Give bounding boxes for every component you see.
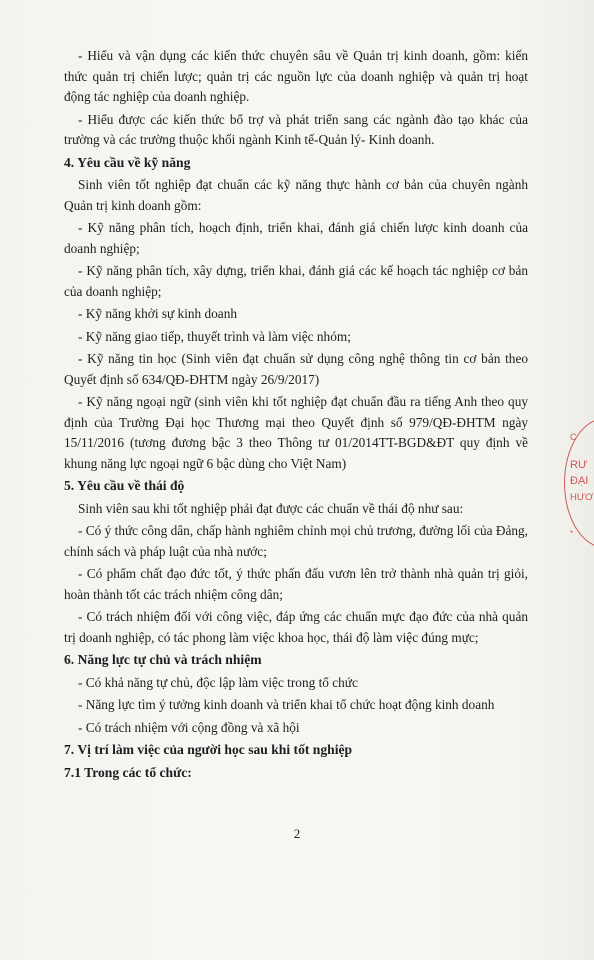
attitude-item: - Có trách nhiệm đối với công việc, đáp ứng các chuẩn mực đạo đức của nhà quản trị doanh nghiệp, có tác phong làm việc khoa học, thái độ làm việc đúng mực; [64, 609, 528, 645]
subheading-organizations: 7.1 Trong các tổ chức: [64, 764, 192, 780]
attitude-intro: Sinh viên sau khi tốt nghiệp phải đạt được các chuẩn về thái độ như sau: [78, 500, 464, 516]
paragraph-knowledge-advanced: - Hiểu và vận dụng các kiến thức chuyên sâu về Quản trị kinh doanh, gồm: kiến thức quản trị chiến lược; quản trị các nguồn lực của doanh nghiệp và quản trị hoạt động tác nghiệp của doanh nghiệp. [64, 48, 528, 104]
seal-text: ĐẠI [570, 475, 589, 487]
paragraph-knowledge-supplementary: - Hiểu được các kiến thức bổ trợ và phát triển sang các ngành đào tạo khác của trường và các trường thuộc khối ngành Kinh tế-Quản lý- Kinh doanh. [64, 111, 528, 147]
red-seal-stamp [562, 418, 594, 556]
heading-autonomy: 6. Năng lực tự chủ và trách nhiệm [64, 652, 262, 667]
skill-item: - Kỹ năng khởi sự kinh doanh [78, 306, 238, 321]
seal-text: C [570, 432, 577, 442]
attitude-item: - Có phẩm chất đạo đức tốt, ý thức phấn đấu vươn lên trở thành nhà quản trị giỏi, hoàn thành tốt các trách nhiệm công dân; [64, 566, 528, 602]
autonomy-item: - Có khả năng tự chủ, độc lập làm việc trong tổ chức [78, 674, 358, 690]
skill-item: - Kỹ năng phân tích, hoạch định, triển khai, đánh giá chiến lược kinh doanh của doanh nghiệp; [64, 220, 528, 256]
skill-item: - Kỹ năng phân tích, xây dựng, triển khai, đánh giá các kế hoạch tác nghiệp cơ bản của doanh nghiệp; [64, 263, 528, 299]
document-body [64, 46, 528, 785]
skill-item: - Kỹ năng giao tiếp, thuyết trình và làm việc nhóm; [78, 328, 351, 344]
heading-job-positions: 7. Vị trí làm việc của người học sau khi tốt nghiệp [64, 742, 353, 757]
skills-intro: Sinh viên tốt nghiệp đạt chuẩn các kỹ năng thực hành cơ bản của chuyên ngành Quản trị kinh doanh gồm: [64, 177, 528, 213]
autonomy-item: - Năng lực tìm ý tưởng kinh doanh và triển khai tổ chức hoạt động kinh doanh [78, 697, 495, 712]
seal-star-icon: * [570, 529, 574, 538]
autonomy-item: - Có trách nhiệm với cộng đồng và xã hội [78, 719, 300, 735]
skill-item: - Kỹ năng ngoại ngữ (sinh viên khi tốt nghiệp đạt chuẩn đầu ra tiếng Anh theo quy định của Trường Đại học Thương mại theo Quyết định số 979/QĐ-ĐHTM ngày 15/11/2016 (tương đương bậc 3 theo Thông tư 01/2014TT-BGD&ĐT quy định về khung năng lực ngoại ngữ 6 bậc dùng cho Việt Nam) [64, 394, 528, 471]
page-number: 2 [293, 826, 301, 841]
heading-skills: 4. Yêu cầu về kỹ năng [64, 154, 191, 170]
attitude-item: - Có ý thức công dân, chấp hành nghiêm chỉnh mọi chủ trương, đường lối của Đảng, chính sách và pháp luật của nhà nước; [64, 523, 528, 559]
heading-attitude: 5. Yêu cầu về thái độ [64, 478, 185, 493]
seal-text: HƯƠ [570, 492, 594, 503]
skill-item: - Kỹ năng tin học (Sinh viên đạt chuẩn sử dụng công nghệ thông tin cơ bản theo Quyết định số 634/QĐ-ĐHTM ngày 26/9/2017) [64, 351, 528, 387]
seal-text: RƯ [570, 459, 588, 471]
